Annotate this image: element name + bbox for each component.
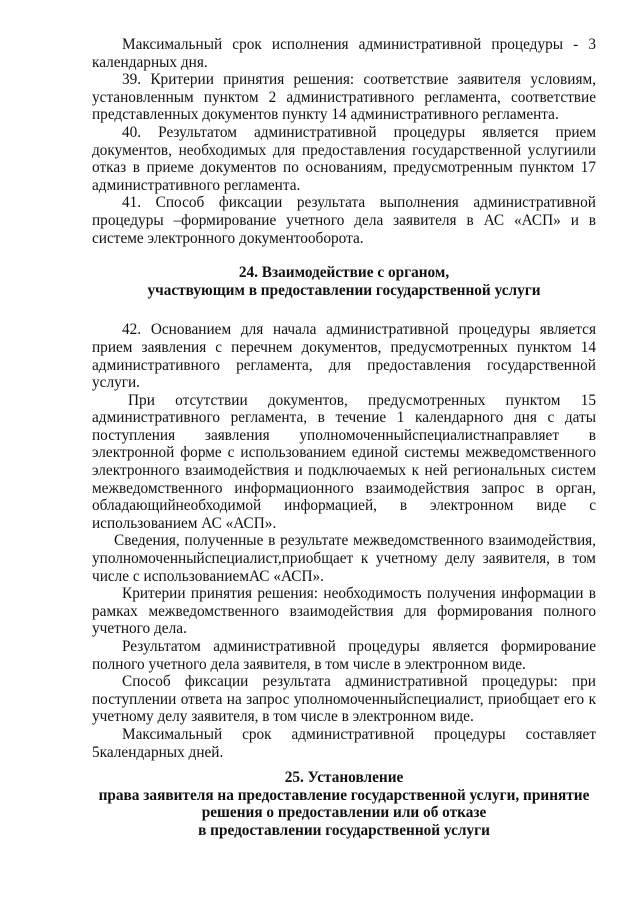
- paragraph-42: 42. Основанием для начала административной процедуры является прием заявления с перечнем документов, предусмотренных пунктом 14 административного регламента, для предоставления государственной услуги.: [92, 321, 596, 392]
- section-25-title-line1: 25. Установление: [284, 769, 404, 787]
- section-24-title-line1: 24. Взаимодействие с органом,: [238, 264, 450, 282]
- paragraph-absence-of-documents: При отсутствии документов, предусмотренных пунктом 15 административного регламента, в течение 1 календарного дня с даты поступления заявления уполномоченныйспециалистнаправляет в электронной форме с использованием единой системы межведомственного электронного взаимодействия и подключаемых к ней региональных систем межведомственного информационного взаимодействия запрос в орган, обладающийнеобходимой информацией, в электронном виде с использованием АС «АСП».: [92, 391, 596, 532]
- paragraph-max-term-3-days: Максимальный срок исполнения административной процедуры - 3 календарных дня.: [92, 36, 596, 71]
- section-25-title-line3: решения о предоставлении или об отказе: [201, 804, 487, 822]
- section-25-title-line2: права заявителя на предоставление государственной услуги, принятие: [98, 786, 590, 804]
- paragraph-fixation-method: Способ фиксации результата административной процедуры: при поступлении ответа на запрос уполномоченныйспециалист, приобщает его к учетному делу заявителя, в том числе в электронном виде.: [92, 673, 596, 726]
- paragraph-40: 40. Результатом административной процедуры является прием документов, необходимых для предоставления государственной услугиили отказ в приеме документов по основаниям, предусмотренным пунктом 17 административного регламента.: [92, 123, 596, 194]
- paragraph-41: 41. Способ фиксации результата выполнения административной процедуры –формирование учетного дела заявителя в АС «АСП» и в системе электронного документооборота.: [92, 194, 596, 247]
- paragraph-interagency-info: Сведения, полученные в результате межведомственного взаимодействия, уполномоченныйспециалист,приобщает к учетному делу заявителя, в том числе с использованиемАС «АСП».: [92, 532, 596, 585]
- paragraph-decision-criteria: Критерии принятия решения: необходимость получения информации в рамках межведомственного взаимодействия для формирования полного учетного дела.: [92, 585, 596, 638]
- section-24-title-line2: участвующим в предоставлении государственной услуги: [147, 281, 541, 299]
- paragraph-39: 39. Критерии принятия решения: соответствие заявителя условиям, установленным пунктом 2 административного регламента, соответствие представленных документов пункту 14 административного регламента.: [92, 71, 596, 124]
- paragraph-max-term-5-days: Максимальный срок административной процедуры составляет 5календарных дней.: [92, 725, 596, 761]
- paragraph-result: Результатом административной процедуры является формирование полного учетного дела заявителя, в том числе в электронном виде.: [92, 638, 596, 673]
- section-25-title-line4: в предоставлении государственной услуги: [198, 821, 490, 839]
- document-page: [92, 36, 596, 840]
